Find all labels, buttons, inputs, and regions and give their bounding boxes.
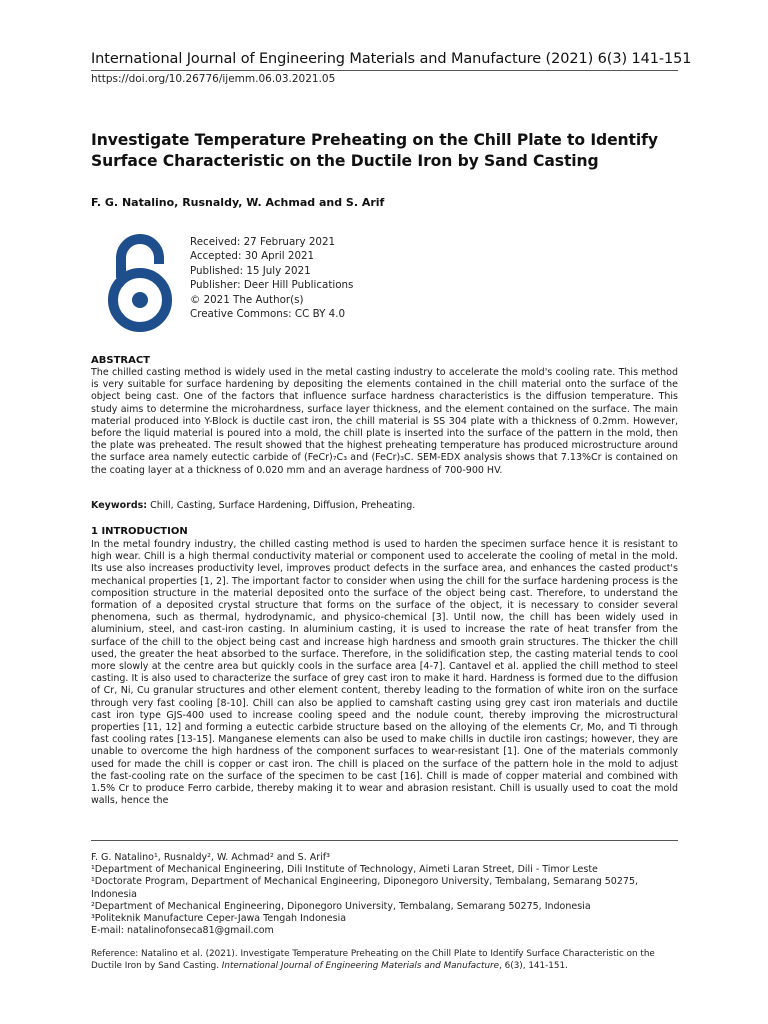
introduction-text: In the metal foundry industry, the chilled casting method is used to harden the specimen surface hence it is resistant to high wear. Chill is a high thermal conductivity material or component used to accelerate the cooling of metal in the mold. Its use also increases productivity level, improves product defects in the surface area, and enhances the casted product's mechanical properties [1, 2]. The important factor to consider when using the chill for the surface hardening process is the composition structure in the material deposited onto the surface of the object being cast. Therefore, to understand the formation of a deposited crystal structure that forms on the surface of the object, it is necessary to consider several phenomena, such as thermal, hydrodynamic, and physico-chemical [3]. Until now, the chill has been widely used in aluminium, steel, and cast-iron casting. In aluminium casting, it is used to increase the rate of heat transfer from the surface of the chill to the object being cast and increase high hardness and smooth grain structures. The thicker the chill used, the greater the heat absorbed to the surface. Therefore, in the solidification step, the casting material tends to cool more slowly at the centre area but quickly cools in the surface area [4-7]. Cantavel et al. applied the chill method to steel casting. It is also used to characterize the surface of grey cast iron to make it hard. Hardness is formed due to the diffusion of Cr, Ni, Cu granular structures and other element content, thereby leading to the formation of white iron on the surface through very fast cooling [8-10]. Chill can also be applied to camshaft casting using grey cast iron materials and ductile cast iron type GJS-400 used to increase cooling speed and the nodule count, thereby improving the microstructural properties [11, 12] and forming a eutectic carbide structure based on the alloying of the elements Cr, Mo, and Ti through fast cooling rates [13-15]. Manganese elements can also be used to make chills in ductile iron castings; however, they are unable to overcome the high hardness of the component surfaces to wear-resistant [1]. One of the materials commonly used for made the chill is copper or cast iron. The chill is placed on the surface of the pattern hole in the mold to adjust the fast-cooling rate on the surface of the specimen to be cast [16]. Chill is made of copper material and combined with 1.5% Cr to produce Ferro carbide, thereby making it to wear and abrasion resistant. Chill is usually used to coat the mold walls, hence the: [91, 539, 678, 807]
affiliation-1: ¹Department of Mechanical Engineering, Dili Institute of Technology, Aimeti Laran Street, Dili - Timor Leste: [91, 864, 598, 876]
publisher: Publisher: Deer Hill Publications: [190, 279, 354, 292]
reference-journal: International Journal of Engineering Materials and Manufacture: [221, 961, 500, 971]
published-date: Published: 15 July 2021: [190, 264, 311, 277]
affiliation-3: ³Politeknik Manufacture Ceper-Jawa Tengah Indonesia: [91, 913, 347, 925]
doi-link[interactable]: https://doi.org/10.26776/ijemm.06.03.2021.05: [91, 73, 336, 85]
author-list: F. G. Natalino, Rusnaldy, W. Achmad and S. Arif: [91, 196, 385, 209]
footnote-rule: [91, 840, 678, 841]
abstract-text: The chilled casting method is widely used in the metal casting industry to accelerate the mold's cooling rate. This method is very suitable for surface hardening by depositing the elements contained in the chill material onto the surface of the object being cast. One of the factors that influence surface hardness characteristics is the diffusion temperature. This study aims to determine the microhardness, surface layer thickness, and the element contained on the surface. The main material produced into Y-Block is ductile cast iron, the chill material is SS 304 plate with a thickness of 0.2mm. However, before the liquid material is poured into a mold, the chill plate is inserted into the surface of the pattern in the mold, then the plate was preheated. The result showed that the highest preheating temperature has produced microstructure around the surface area namely eutectic carbide of (FeCr)₇C₃ and (FeCr)₃C. SEM-EDX analysis shows that 7.13%Cr is contained on the coating layer at a thickness of 0.020 mm and an average hardness of 700-900 HV.: [91, 367, 678, 476]
section-heading-introduction: 1 INTRODUCTION: [91, 526, 188, 537]
keywords-label: Keywords:: [91, 500, 148, 511]
reference-suffix: , 6(3), 141-151.: [499, 961, 568, 971]
journal-header: International Journal of Engineering Materials and Manufacture (2021) 6(3) 141-151: [91, 51, 692, 67]
affiliations: [91, 852, 681, 937]
paper-title: Investigate Temperature Preheating on the Chill Plate to Identify Surface Characteristic on the Ductile Iron by Sand Casting: [91, 131, 658, 170]
received-date: Received: 27 February 2021: [190, 236, 336, 248]
keywords: [91, 500, 415, 511]
header-rule: [91, 70, 678, 71]
accepted-date: Accepted: 30 April 2021: [190, 250, 315, 263]
affiliation-authors: F. G. Natalino¹, Rusnaldy², W. Achmad² and S. Arif³: [91, 852, 330, 863]
reference-prefix: Reference: Natalino et al. (2021). Investigate Temperature Preheating on the Chill Plate to Identify Surface Characteristic on the Ductile Iron by Sand Casting.: [91, 949, 655, 971]
citation-reference: [91, 948, 678, 972]
contact-email[interactable]: E-mail: natalinofonseca81@gmail.com: [91, 925, 274, 937]
abstract-heading: ABSTRACT: [91, 355, 150, 366]
affiliation-2: ²Department of Mechanical Engineering, Diponegoro University, Tembalang, Semarang 50275, Indonesia: [91, 900, 591, 912]
publication-info: [190, 235, 353, 321]
keywords-list: Chill, Casting, Surface Hardening, Diffusion, Preheating.: [147, 500, 416, 511]
affiliation-1b: ¹Doctorate Program, Department of Mechanical Engineering, Diponegoro University, Tembalang, Semarang 50275, Indonesia: [91, 876, 639, 900]
open-access-logo-icon: [107, 230, 173, 334]
copyright: © 2021 The Author(s): [190, 293, 304, 306]
license: Creative Commons: CC BY 4.0: [190, 308, 346, 321]
